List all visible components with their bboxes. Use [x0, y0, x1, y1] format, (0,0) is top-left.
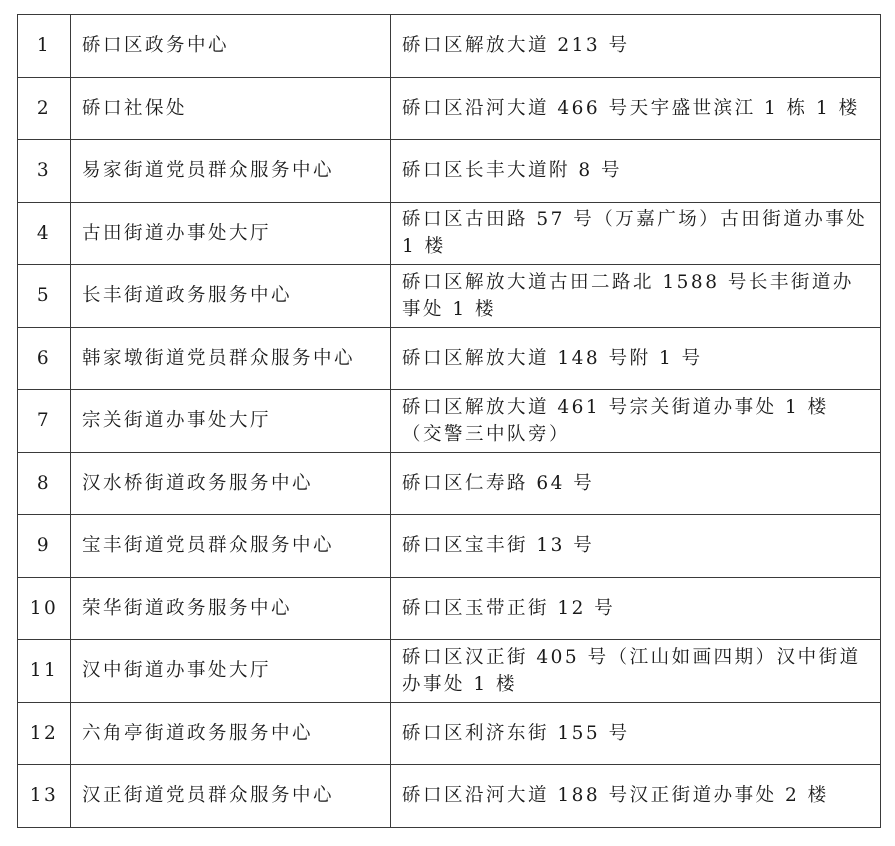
row-number: 1 [18, 15, 71, 78]
location-address: 硚口区仁寿路 64 号 [391, 452, 881, 515]
row-number: 4 [18, 202, 71, 265]
location-address: 硚口区古田路 57 号（万嘉广场）古田街道办事处 1 楼 [391, 202, 881, 265]
location-address: 硚口区解放大道 213 号 [391, 15, 881, 78]
location-name: 汉中街道办事处大厅 [71, 640, 391, 703]
location-address: 硚口区解放大道古田二路北 1588 号长丰街道办事处 1 楼 [391, 265, 881, 328]
row-number: 12 [18, 702, 71, 765]
table-row [18, 515, 881, 578]
location-name: 硚口区政务中心 [71, 15, 391, 78]
service-locations-table [17, 14, 881, 828]
location-name: 易家街道党员群众服务中心 [71, 140, 391, 203]
location-name: 硚口社保处 [71, 77, 391, 140]
location-address: 硚口区宝丰街 13 号 [391, 515, 881, 578]
location-name: 六角亭街道政务服务中心 [71, 702, 391, 765]
row-number: 10 [18, 577, 71, 640]
row-number: 7 [18, 390, 71, 453]
location-address: 硚口区汉正街 405 号（江山如画四期）汉中街道办事处 1 楼 [391, 640, 881, 703]
table-row [18, 452, 881, 515]
row-number: 11 [18, 640, 71, 703]
table-row [18, 140, 881, 203]
location-name: 长丰街道政务服务中心 [71, 265, 391, 328]
location-name: 韩家墩街道党员群众服务中心 [71, 327, 391, 390]
table-row [18, 577, 881, 640]
location-address: 硚口区解放大道 148 号附 1 号 [391, 327, 881, 390]
location-name: 古田街道办事处大厅 [71, 202, 391, 265]
table-row [18, 77, 881, 140]
row-number: 5 [18, 265, 71, 328]
location-name: 宗关街道办事处大厅 [71, 390, 391, 453]
table-row [18, 765, 881, 828]
location-name: 汉正街道党员群众服务中心 [71, 765, 391, 828]
table-row [18, 702, 881, 765]
row-number: 9 [18, 515, 71, 578]
row-number: 8 [18, 452, 71, 515]
location-address: 硚口区利济东街 155 号 [391, 702, 881, 765]
row-number: 13 [18, 765, 71, 828]
row-number: 2 [18, 77, 71, 140]
table-row [18, 640, 881, 703]
location-name: 宝丰街道党员群众服务中心 [71, 515, 391, 578]
table-row [18, 265, 881, 328]
table-row [18, 202, 881, 265]
location-address: 硚口区玉带正街 12 号 [391, 577, 881, 640]
table-row [18, 390, 881, 453]
table-row [18, 15, 881, 78]
location-address: 硚口区沿河大道 466 号天宇盛世滨江 1 栋 1 楼 [391, 77, 881, 140]
table-row [18, 327, 881, 390]
location-address: 硚口区解放大道 461 号宗关街道办事处 1 楼（交警三中队旁） [391, 390, 881, 453]
table-body [18, 15, 881, 828]
location-name: 汉水桥街道政务服务中心 [71, 452, 391, 515]
location-address: 硚口区长丰大道附 8 号 [391, 140, 881, 203]
location-address: 硚口区沿河大道 188 号汉正街道办事处 2 楼 [391, 765, 881, 828]
row-number: 6 [18, 327, 71, 390]
location-name: 荣华街道政务服务中心 [71, 577, 391, 640]
row-number: 3 [18, 140, 71, 203]
